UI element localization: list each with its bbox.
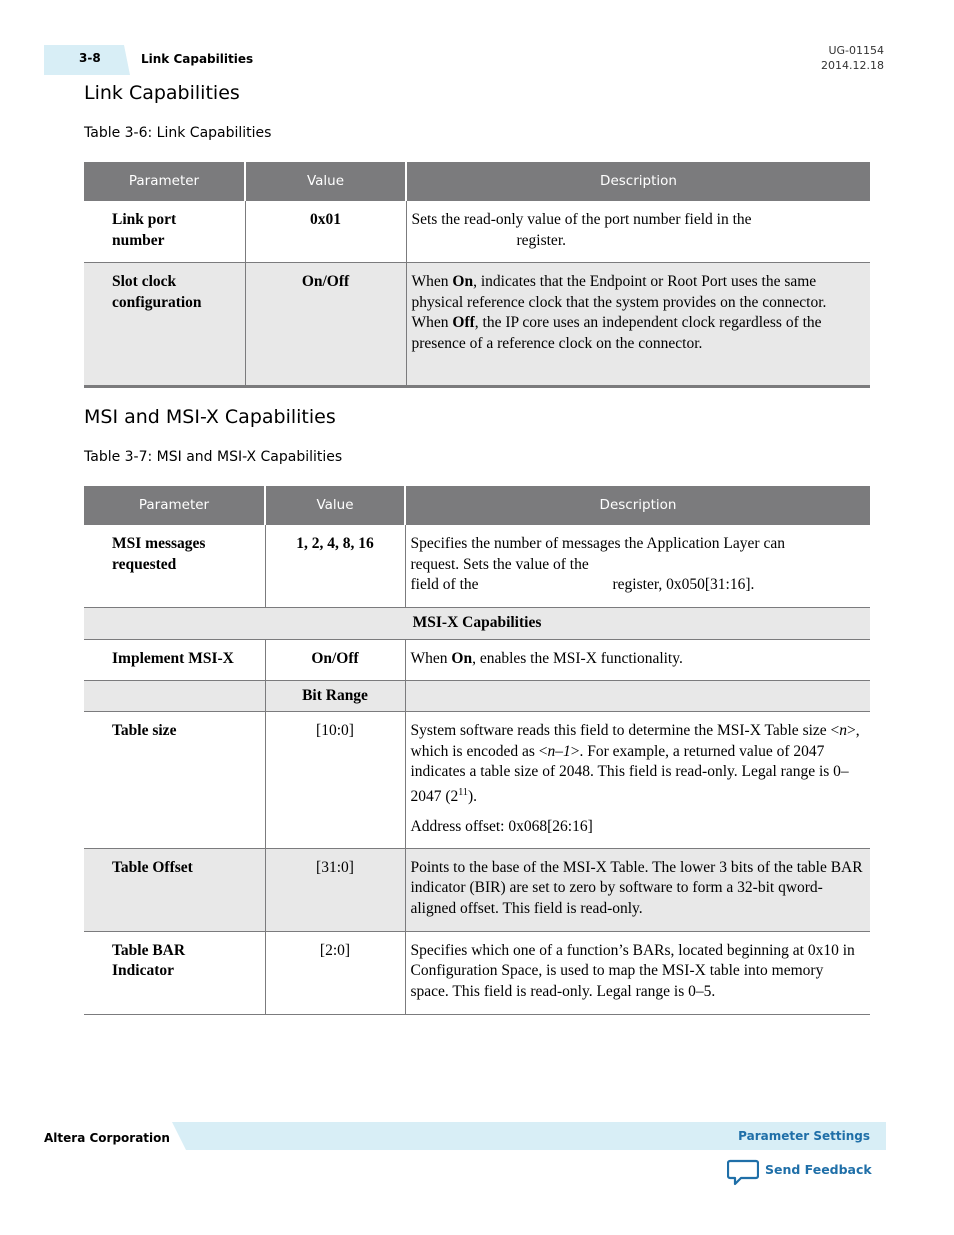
- description-cell: When On, indicates that the Endpoint or Root Port uses the same physical reference clock that the system provides on the connector. When Off, the IP core uses an independent clock regardless of the presence of a reference clock on the connector.: [406, 263, 870, 387]
- table-row: [84, 712, 870, 849]
- value-cell: [31:0]: [265, 848, 405, 931]
- value-cell: On/Off: [265, 639, 405, 680]
- param-cell: MSI messages requested: [84, 525, 265, 608]
- param-cell: Table BAR Indicator: [84, 931, 265, 1014]
- msix-subheader: MSI-X Capabilities: [84, 608, 870, 640]
- link-capabilities-table: [84, 162, 870, 388]
- footer-section-link[interactable]: Parameter Settings: [738, 1129, 870, 1143]
- table-row: [84, 201, 870, 263]
- feedback-icon[interactable]: [727, 1159, 759, 1187]
- description-cell: Sets the read-only value of the port number field in the register.: [406, 201, 870, 263]
- doc-date: 2014.12.18: [821, 59, 884, 72]
- doc-id: UG-01154: [828, 44, 884, 57]
- description-cell: Points to the base of the MSI-X Table. The lower 3 bits of the table BAR indicator (BIR) are set to zero by software to form a 32-bit qword-aligned offset. This field is read-only.: [405, 848, 870, 931]
- description-cell: Specifies which one of a function’s BARs, located beginning at 0x10 in Configuration Space, is used to map the MSI-X table into memory space. This field is read-only. Legal range is 0–5.: [405, 931, 870, 1014]
- value-cell: [10:0]: [265, 712, 405, 849]
- column-header-parameter: Parameter: [84, 486, 265, 525]
- page-number: 3-8: [79, 51, 101, 65]
- column-header-value: Value: [245, 162, 406, 201]
- value-cell: On/Off: [245, 263, 406, 387]
- table-caption-3-7: Table 3-7: MSI and MSI-X Capabilities: [84, 449, 343, 465]
- table-row: [84, 848, 870, 931]
- value-cell: 0x01: [245, 201, 406, 263]
- table-row: [84, 525, 870, 608]
- column-header-parameter: Parameter: [84, 162, 245, 201]
- table-row: [84, 263, 870, 387]
- bit-range-subheader-row: [84, 680, 870, 712]
- param-cell: Table Offset: [84, 848, 265, 931]
- bit-range-header: Bit Range: [265, 680, 405, 712]
- param-cell: Link port number: [84, 201, 245, 263]
- table-caption-3-6: Table 3-6: Link Capabilities: [84, 125, 272, 141]
- section-heading-link-capabilities: Link Capabilities: [84, 82, 240, 104]
- send-feedback-link[interactable]: Send Feedback: [765, 1162, 872, 1177]
- doc-info: [821, 43, 884, 73]
- column-header-description: Description: [405, 486, 870, 525]
- description-cell: System software reads this field to determine the MSI-X Table size <n>, which is encoded as <n–1>. For example, a returned value of 2047 indicates a table size of 2048. This field is read-only. Legal range is 0–2047 $(2^{11})$. Address offset: 0x068[26:16]: [405, 712, 870, 849]
- column-header-value: Value: [265, 486, 405, 525]
- param-cell: Slot clock configuration: [84, 263, 245, 387]
- column-header-description: Description: [406, 162, 870, 201]
- address-offset: Address offset: 0x068[26:16]: [410, 818, 593, 836]
- header-section-title: Link Capabilities: [141, 52, 254, 66]
- table-row: [84, 931, 870, 1014]
- table-row: [84, 639, 870, 680]
- value-cell: 1, 2, 4, 8, 16: [265, 525, 405, 608]
- footer-company: Altera Corporation: [44, 1131, 170, 1145]
- param-cell: Table size: [84, 712, 265, 849]
- description-cell: When On, enables the MSI-X functionality.: [405, 639, 870, 680]
- description-cell: Specifies the number of messages the Application Layer can request. Sets the value of the field of the register, 0x050[31:16].: [405, 525, 870, 608]
- msi-capabilities-table: [84, 486, 870, 1015]
- msix-subheader-row: [84, 608, 870, 640]
- table-header-row: [84, 486, 870, 525]
- section-heading-msi-capabilities: MSI and MSI-X Capabilities: [84, 406, 336, 428]
- value-cell: [2:0]: [265, 931, 405, 1014]
- table-header-row: [84, 162, 870, 201]
- param-cell: Implement MSI-X: [84, 639, 265, 680]
